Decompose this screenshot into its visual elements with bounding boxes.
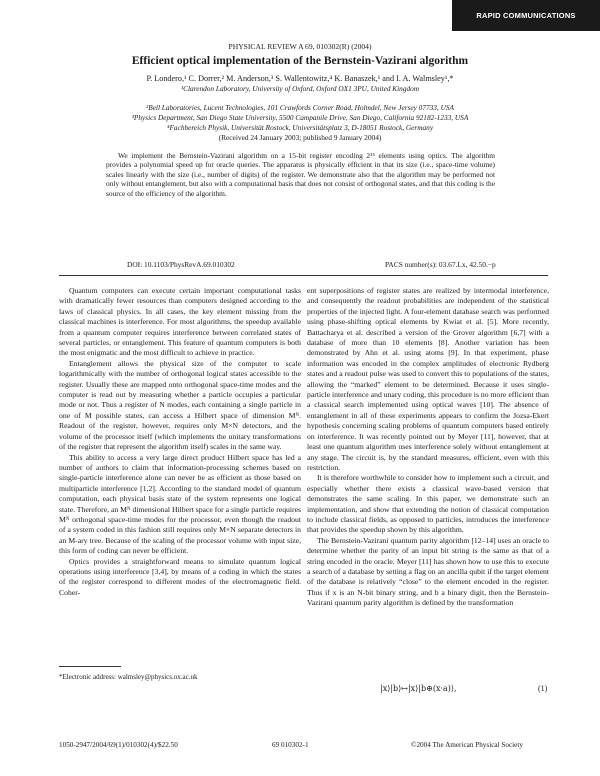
rapid-communications-banner: RAPID COMMUNICATIONS xyxy=(452,0,600,31)
paper-title: Efficient optical implementation of the Bernstein-Vazirani algorithm xyxy=(131,55,469,67)
paragraph: This ability to access a very large direct product Hilbert space has led a number of authors to claim that information-processing schemes based on single-particle interference alone can never be as efficient as those based on multiparticle interference [1,2]. According to the standard model of quantum computation, each physical basis state of the system represents one logical state. Therefore, an Mᴺ dimensional Hilbert space for a single particle requires Mᴺ orthogonal space-time modes for the processor, even though the readout of a system coded in this fashion still requires only M×N separate detectors in an M-ary tree. Because of the scaling of the processor volume with input size, this form of coding can never be efficient. xyxy=(59,452,301,556)
paragraph: Quantum computers can execute certain important computational tasks with dramatically fewer resources than computers designed according to the laws of classical physics. In all cases, the key element missing from the classical machines is interference. For most algorithms, the speedup available from a quantum computer requires interference between correlated states of several particles, or entanglement. This feature of quantum computers is both the most enigmatic and the most difficult to achieve in practice. xyxy=(59,286,301,358)
footnote-divider xyxy=(59,666,121,667)
paragraph: The Bernstein-Vazirani quantum parity algorithm [12–14] uses an oracle to determine whether the parity of an input bit string is the same as that of a string encoded in the oracle. Meyer [11] has shown how to use this to execute a search of a database by setting a flag on an ancilla qubit if the target element of the database is relatively “close” to the element encoded in the register. Thus if x is an N-bit binary string, and b a binary digit, then the Bernstein-Vazirani quantum parity algorithm is defined by the transformation xyxy=(307,535,549,608)
affiliation-1: ¹Clarendon Laboratory, University of Oxford, Oxford OX1 3PU, United Kingdom xyxy=(180,84,420,93)
footer-page-number: 69 010302-1 xyxy=(272,741,309,749)
paragraph: Optics provides a straightforward means to simulate quantum logical operations using interference [3,4], by means of a coding in which the states of the register correspond to different modes of the electromagnetic field. Coher- xyxy=(59,556,301,597)
equation-number: (1) xyxy=(538,684,548,693)
author-list: P. Londero,¹ C. Dorrer,² M. Anderson,³ S. Wallentowitz,⁴ K. Banaszek,¹ and I. A. Walmsley¹,* xyxy=(146,74,454,83)
paragraph: It is therefore worthwhile to consider how to implement such a circuit, and especially whether there exists a classical wave-based version that demonstrates the same scaling. In this paper, we demonstrate such an implementation, and show that extending the notion of classical computation to include classical fields, as opposed to particles, introduces the interference that provides the speedup shown by this algorithm. xyxy=(307,473,549,535)
footer-copyright: ©2004 The American Physical Society xyxy=(411,741,523,749)
footer-issn: 1050-2947/2004/69(1)/010302(4)/$22.50 xyxy=(59,741,178,749)
pacs-numbers: PACS number(s): 03.67.Lx, 42.50.−p xyxy=(385,260,496,269)
journal-header: PHYSICAL REVIEW A 69, 010302(R) (2004) xyxy=(228,42,372,51)
received-date: (Received 24 January 2003; published 9 January 2004) xyxy=(218,133,382,142)
affiliation-2: ²Bell Laboratories, Lucent Technologies, 101 Crawfords Corner Road, Holmdel, New Jersey 07733, USA xyxy=(146,103,454,112)
equation-1: |x⟩|b⟩↦|x⟩|b⊕(x·a)⟩, xyxy=(380,684,457,693)
affiliation-3: ³Physics Department, San Diego State University, 5500 Campanile Drive, San Diego, California 92182-1233, USA xyxy=(131,113,469,122)
doi-link[interactable]: DOI: 10.1103/PhysRevA.69.010302 xyxy=(127,260,235,269)
abstract: We implement the Bernstein-Vazirani algorithm on a 15-bit register encoding 2¹⁵ elements using optics. The algorithm provides a polynomial speed up for oracle queries. The apparatus is physically efficient in that its size (i.e., space-time volume) scales linearly with the size (i.e., number of digits) of the register. We demonstrate also that the algorithm may be performed not only without entanglement, but also with a computational basis that does not consist of orthogonal states, and that this coding is the source of the efficiency of the algorithm. xyxy=(106,151,495,198)
affiliation-4: ⁴Fachbereich Physik, Universität Rostock, Universitätsplatz 3, D-18051 Rostock, Germany xyxy=(166,123,434,132)
body-column-right xyxy=(307,286,549,609)
section-divider xyxy=(59,275,548,276)
footnote-email: *Electronic address: walmsley@physics.ox.ac.uk xyxy=(59,673,198,681)
body-column-left xyxy=(59,286,301,598)
paragraph: ent superpositions of register states are realized by intermodal interference, and consequently the readout probabilities are independent of the statistical properties of the injected light. A four-element database search was performed using phase-shifting optical elements by Kwiat et al. [5]. More recently, Battacharya et al. described a version of the Grover algorithm [6,7] with a database of more than 10 elements [8]. Another variation has been demonstrated by Ahn et al. using atoms [9]. In that experiment, phase information was encoded in the complex amplitudes of electronic Rydberg states and a readout pulse was used to convert this to populations of the states, allowing the “marked” element to be determined. Because it uses single-particle interference and unary coding, this procedure is no more efficient than a classical search implemented using optical waves [10]. The absence of entanglement in all of these experiments appears to confirm the Jozsa-Ekert hypothesis concerning scaling problems of quantum computers based entirely on interference. It was recently pointed out by Meyer [11], however, that at least one quantum algorithm uses interference solely without entanglement at any stage. The circuit is, by the standard measures, efficient, even with this restriction. xyxy=(307,286,549,472)
paragraph: Entanglement allows the physical size of the computer to scale logarithmically with the number of orthogonal logical states accessible to the register. Usually these are mapped onto orthogonal space-time modes and the computer is read out by measuring whether a particle occupies a particular mode or not. Thus a register of N modes, each containing a single particle in one of M possible states, can access a Hilbert space of dimension Mᴺ. Readout of the register, however, requires only M×N detectors, and the volume of the processor itself (which implements the unitary transformations of the register that represent the algorithm itself) scales in the same way. xyxy=(59,358,301,452)
